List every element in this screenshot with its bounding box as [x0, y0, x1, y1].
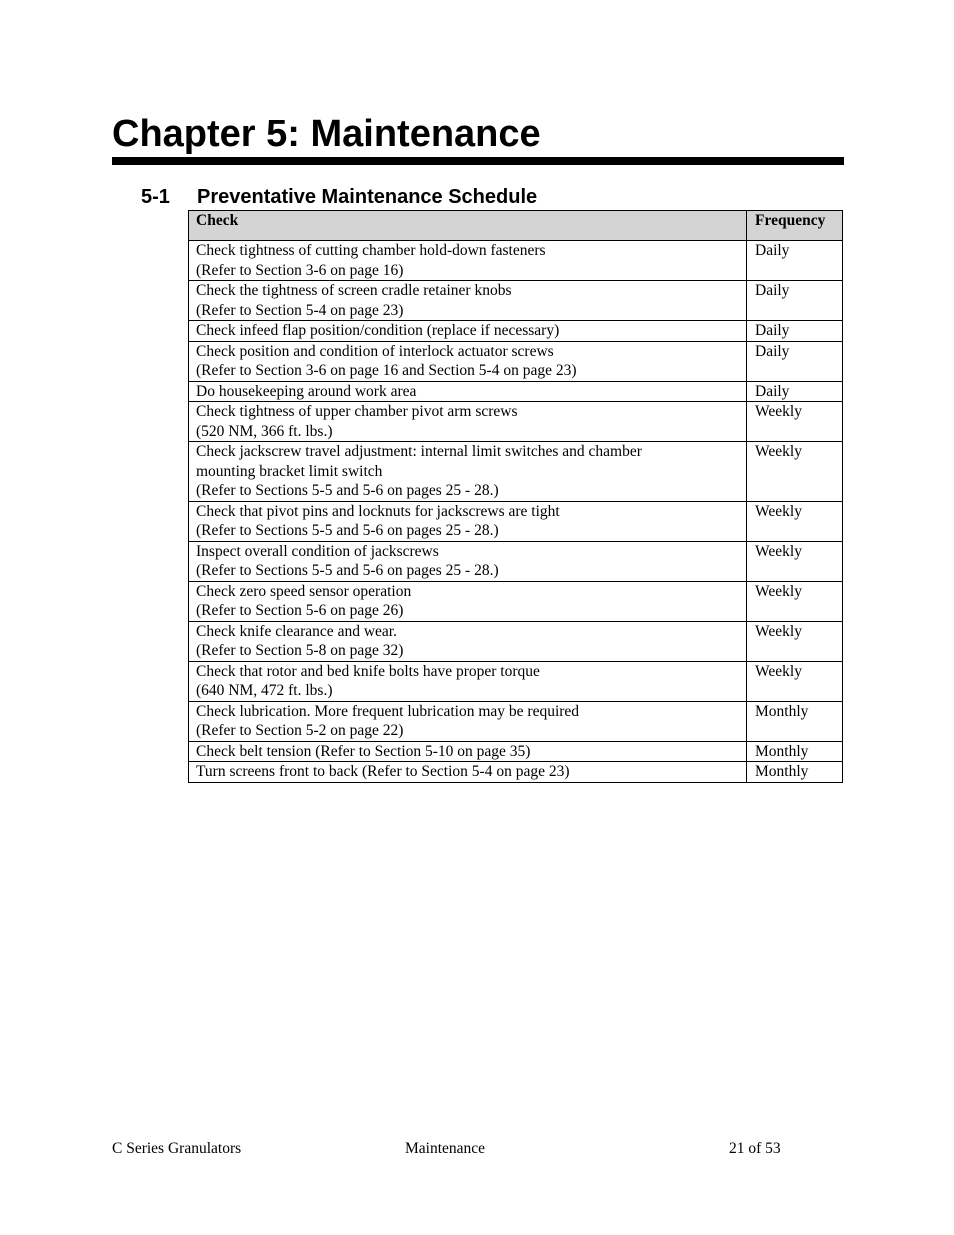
check-text-line: (Refer to Sections 5-5 and 5-6 on pages 25 - 28.)	[196, 522, 499, 539]
frequency-cell: Daily	[747, 281, 843, 321]
frequency-cell: Weekly	[747, 402, 843, 442]
table-row	[189, 381, 843, 402]
check-text-line: (Refer to Sections 5-5 and 5-6 on pages 25 - 28.)	[196, 482, 499, 499]
check-cell	[189, 621, 747, 661]
table-header-row	[189, 211, 843, 241]
check-text-line: Check zero speed sensor operation	[196, 582, 412, 600]
frequency-cell: Weekly	[747, 501, 843, 541]
check-text-line: (Refer to Section 5-6 on page 26)	[196, 602, 404, 619]
frequency-cell: Monthly	[747, 762, 843, 783]
section-number: 5-1	[141, 186, 170, 208]
check-text-line: Check infeed flap position/condition (replace if necessary)	[196, 322, 560, 339]
check-text-line: Check tightness of upper chamber pivot arm screws	[196, 403, 518, 420]
check-cell	[189, 741, 747, 762]
check-text-line: (Refer to Section 3-6 on page 16)	[196, 261, 404, 279]
check-text-line: Do housekeeping around work area	[196, 382, 417, 400]
check-text-line: Check knife clearance and wear.	[196, 622, 397, 640]
check-text-line: Check jackscrew travel adjustment: internal limit switches and chamber	[196, 443, 642, 460]
check-cell	[189, 241, 747, 281]
check-cell	[189, 341, 747, 381]
check-text-line: (Refer to Section 5-4 on page 23)	[196, 301, 404, 319]
column-header-frequency: Frequency	[747, 211, 843, 241]
table-row	[189, 501, 843, 541]
column-header-check: Check	[189, 211, 747, 241]
check-text-line: (Refer to Section 5-2 on page 22)	[196, 722, 404, 739]
table-row	[189, 762, 843, 783]
chapter-title: Chapter 5: Maintenance	[112, 113, 541, 155]
chapter-title-rule	[112, 157, 844, 165]
footer-page-number: 21 of 53	[729, 1140, 781, 1157]
section-heading	[141, 185, 537, 209]
check-text-line: Turn screens front to back (Refer to Section 5-4 on page 23)	[196, 763, 570, 780]
footer-product-name: C Series Granulators	[112, 1140, 242, 1157]
check-cell	[189, 762, 747, 783]
table-body	[189, 241, 843, 783]
table-row	[189, 402, 843, 442]
maintenance-schedule-table	[188, 210, 843, 783]
table-row	[189, 341, 843, 381]
frequency-cell: Weekly	[747, 442, 843, 502]
check-text-line: mounting bracket limit switch	[196, 462, 383, 480]
frequency-cell: Weekly	[747, 621, 843, 661]
footer-chapter-name: Maintenance	[405, 1140, 486, 1157]
check-cell	[189, 442, 747, 502]
check-cell	[189, 541, 747, 581]
check-text-line: Check position and condition of interlock actuator screws	[196, 342, 554, 360]
frequency-cell: Weekly	[747, 661, 843, 701]
check-text-line: Check the tightness of screen cradle retainer knobs	[196, 282, 512, 299]
table-row	[189, 241, 843, 281]
frequency-cell: Weekly	[747, 541, 843, 581]
check-text-line: Check belt tension (Refer to Section 5-10 on page 35)	[196, 742, 531, 760]
frequency-cell: Daily	[747, 341, 843, 381]
check-text-line: (Refer to Section 3-6 on page 16 and Section 5-4 on page 23)	[196, 362, 577, 379]
table-row	[189, 581, 843, 621]
check-text-line: Check tightness of cutting chamber hold-down fasteners	[196, 242, 546, 259]
check-cell	[189, 661, 747, 701]
table-row	[189, 281, 843, 321]
check-text-line: Inspect overall condition of jackscrews	[196, 542, 439, 560]
frequency-cell: Weekly	[747, 581, 843, 621]
check-text-line: (Refer to Section 5-8 on page 32)	[196, 642, 404, 659]
frequency-cell: Monthly	[747, 741, 843, 762]
check-text-line: Check lubrication. More frequent lubrication may be required	[196, 702, 580, 720]
check-text-line: Check that pivot pins and locknuts for jackscrews are tight	[196, 502, 560, 520]
check-cell	[189, 701, 747, 741]
table-row	[189, 701, 843, 741]
check-text-line: (640 NM, 472 ft. lbs.)	[196, 682, 333, 699]
check-text-line: (Refer to Sections 5-5 and 5-6 on pages 25 - 28.)	[196, 562, 499, 579]
table-row	[189, 741, 843, 762]
table-row	[189, 321, 843, 342]
frequency-cell: Daily	[747, 241, 843, 281]
check-cell	[189, 581, 747, 621]
table-row	[189, 661, 843, 701]
table-row	[189, 621, 843, 661]
section-title: Preventative Maintenance Schedule	[197, 186, 538, 208]
table-row	[189, 442, 843, 502]
check-text-line: (520 NM, 366 ft. lbs.)	[196, 422, 333, 440]
check-cell	[189, 501, 747, 541]
check-cell	[189, 402, 747, 442]
frequency-cell: Daily	[747, 381, 843, 402]
frequency-cell: Daily	[747, 321, 843, 342]
check-cell	[189, 321, 747, 342]
check-cell	[189, 281, 747, 321]
frequency-cell: Monthly	[747, 701, 843, 741]
check-text-line: Check that rotor and bed knife bolts have proper torque	[196, 662, 540, 680]
table-row	[189, 541, 843, 581]
check-cell	[189, 381, 747, 402]
